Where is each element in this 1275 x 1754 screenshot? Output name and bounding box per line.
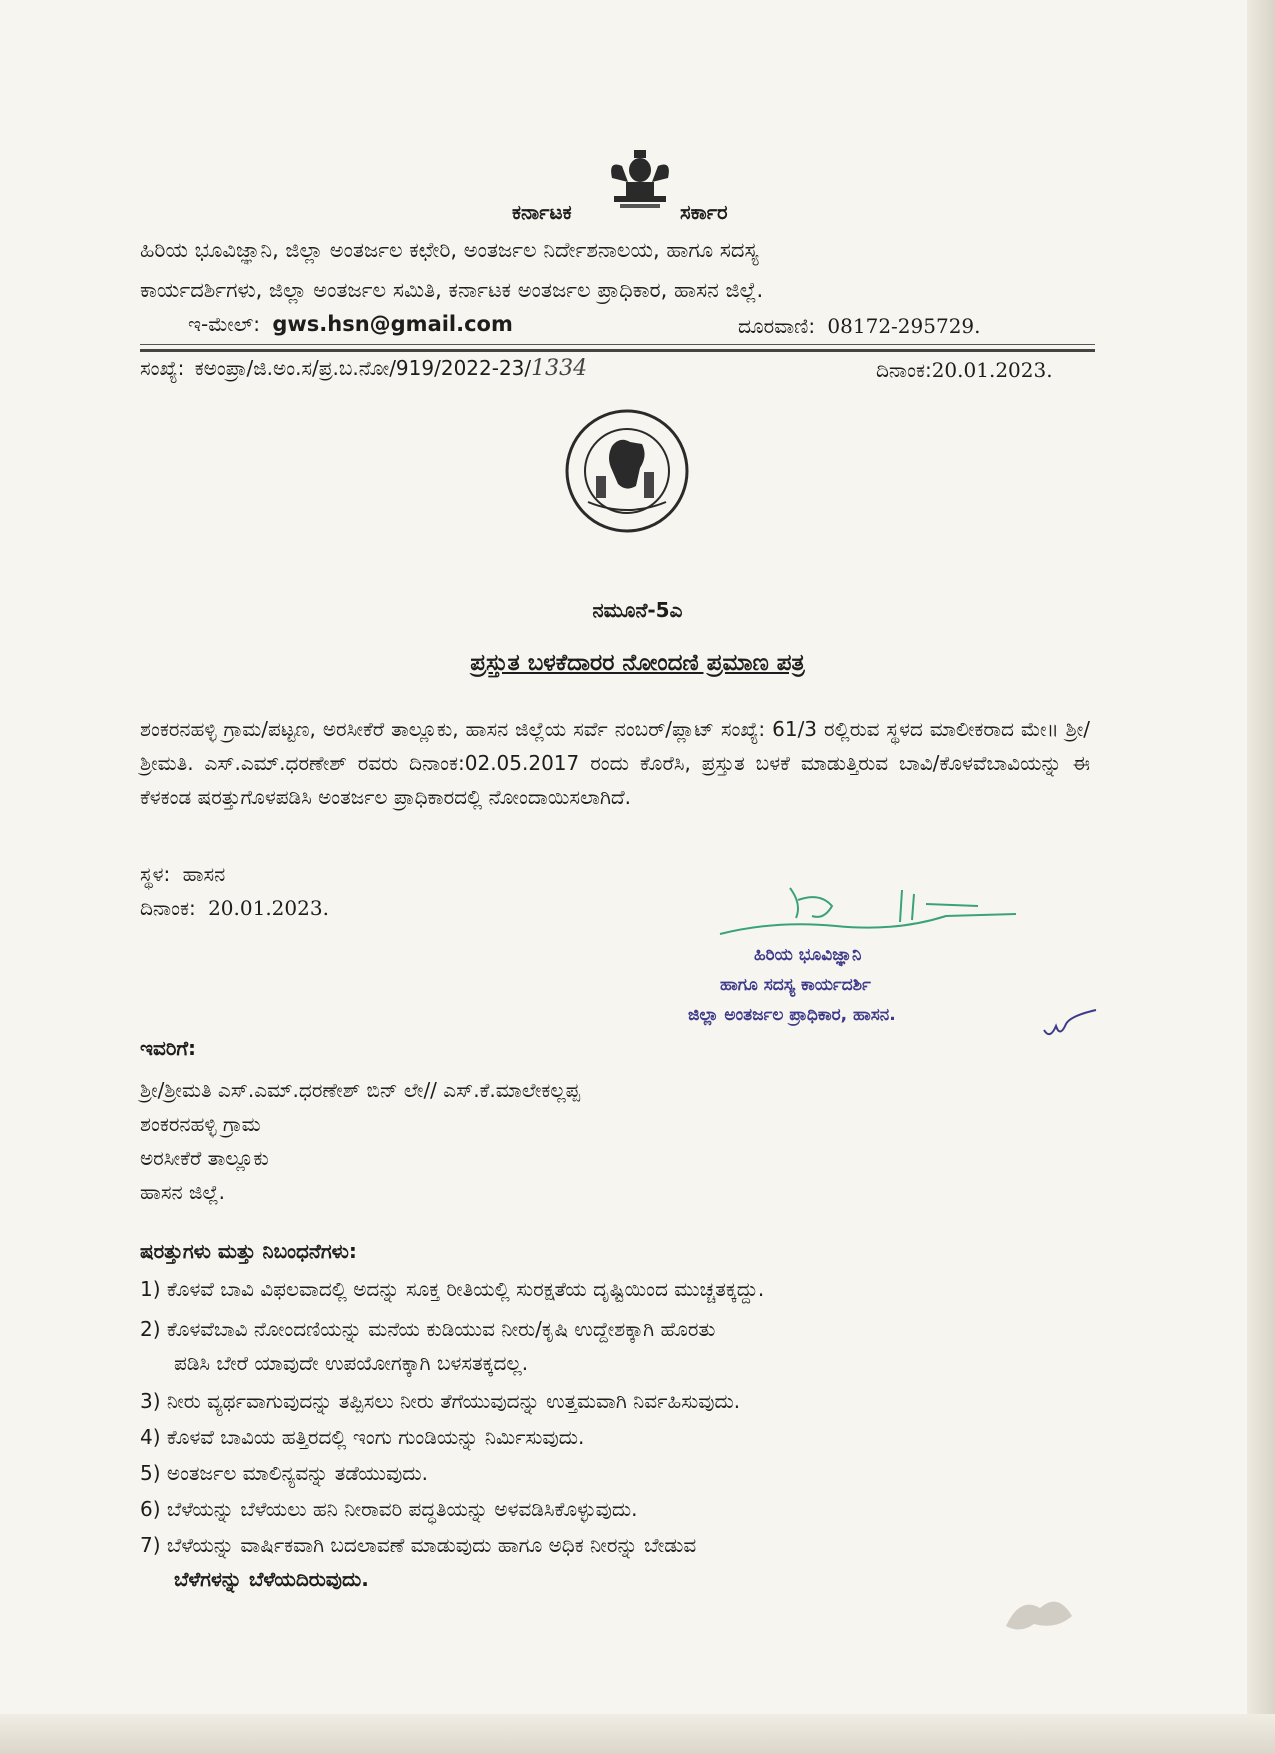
condition-item: 5) ಅಂತರ್ಜಲ ಮಾಲಿನ್ಯವನ್ನು ತಡೆಯುವುದು. bbox=[140, 1461, 428, 1485]
recipient-line: ಅರಸೀಕೆರೆ ತಾಲ್ಲೂಕು bbox=[140, 1146, 269, 1170]
gov-left: ಕರ್ನಾಟಕ bbox=[512, 200, 572, 224]
document-title: ಪ್ರಸ್ತುತ ಬಳಕೆದಾರರ ನೋಂದಣಿ ಪ್ರಮಾಣ ಪತ್ರ bbox=[470, 650, 805, 676]
email-row bbox=[188, 312, 513, 336]
recipient-label: ಇವರಿಗೆ: bbox=[140, 1036, 197, 1060]
phone-label: ದೂರವಾಣಿ: bbox=[738, 314, 816, 338]
reference-handwritten: 1334 bbox=[531, 356, 588, 381]
place-row bbox=[140, 858, 225, 891]
header-rule-thick bbox=[140, 349, 1095, 352]
signature-initial-icon bbox=[1040, 1006, 1100, 1042]
scan-edge-bottom bbox=[0, 1714, 1275, 1754]
signature-line-3: ಜಿಲ್ಲಾ ಅಂತರ್ಜಲ ಪ್ರಾಧಿಕಾರ, ಹಾಸನ. bbox=[688, 1005, 896, 1025]
condition-item: 1) ಕೊಳವೆ ಬಾವಿ ವಿಫಲವಾದಲ್ಲಿ ಅದನ್ನು ಸೂಕ್ತ ರೀತಿಯಲ್ಲಿ ಸುರಕ್ಷತೆಯ ದೃಷ್ಟಿಯಿಂದ ಮುಚ್ಚತಕ್ಕದ್ದು. bbox=[140, 1277, 765, 1301]
signature-line-2: ಹಾಗೂ ಸದಸ್ಯ ಕಾರ್ಯದರ್ಶಿ bbox=[720, 975, 871, 995]
place-label: ಸ್ಥಳ: bbox=[140, 862, 171, 886]
recipient-line: ಹಾಸನ ಜಿಲ್ಲೆ. bbox=[140, 1180, 225, 1204]
condition-item-continued: ಪಡಿಸಿ ಬೇರೆ ಯಾವುದೇ ಉಪಯೋಗಕ್ಕಾಗಿ ಬಳಸತಕ್ಕದಲ್ಲ. bbox=[174, 1351, 529, 1375]
phone-number: 08172-295729. bbox=[827, 314, 981, 338]
reference-label: ಸಂಖ್ಯೆ: bbox=[140, 356, 185, 380]
condition-item-continued: ಬೆಳೆಗಳನ್ನು ಬೆಳೆಯದಿರುವುದು. bbox=[174, 1567, 369, 1591]
scan-edge-right bbox=[1247, 0, 1275, 1754]
signature-line-1: ಹಿರಿಯ ಭೂವಿಜ್ಞಾನಿ bbox=[754, 945, 862, 965]
header-rule-thin bbox=[140, 344, 1095, 345]
email-address: gws.hsn@gmail.com bbox=[272, 312, 513, 336]
office-line-1: ಹಿರಿಯ ಭೂವಿಜ್ಞಾನಿ, ಜಿಲ್ಲಾ ಅಂತರ್ಜಲ ಕಛೇರಿ, ಅಂತರ್ಜಲ ನಿರ್ದೇಶನಾಲಯ, ಹಾಗೂ ಸದಸ್ಯ bbox=[140, 238, 759, 262]
condition-item: 7) ಬೆಳೆಯನ್ನು ವಾರ್ಷಿಕವಾಗಿ ಬದಲಾವಣೆ ಮಾಡುವುದು ಹಾಗೂ ಅಧಿಕ ನೀರನ್ನು ಬೇಡುವ bbox=[140, 1533, 697, 1557]
signature-scribble-icon bbox=[716, 880, 1026, 942]
condition-item: 3) ನೀರು ವ್ಯರ್ಥವಾಗುವುದನ್ನು ತಪ್ಪಿಸಲು ನೀರು ತೆಗೆಯುವುದನ್ನು ಉತ್ತಮವಾಗಿ ನಿರ್ವಹಿಸುವುದು. bbox=[140, 1389, 741, 1413]
form-number: ನಮೂನೆ-5ಎ bbox=[592, 598, 683, 622]
karnataka-emblem-icon bbox=[600, 148, 680, 210]
recipient-line: ಶ್ರೀ/ಶ್ರೀಮತಿ ಎಸ್.ಎಮ್.ಧರಣೇಶ್ ಬಿನ್ ಲೇ// ಎಸ್.ಕೆ.ಮಾಲೇಕಲ್ಲಪ್ಪ bbox=[140, 1078, 581, 1102]
scan-smudge-icon bbox=[1000, 1586, 1080, 1636]
reference-date-label: ದಿನಾಂಕ: bbox=[876, 358, 932, 382]
office-line-2: ಕಾರ್ಯದರ್ಶಿಗಳು, ಜಿಲ್ಲಾ ಅಂತರ್ಜಲ ಸಮಿತಿ, ಕರ್ನಾಟಕ ಅಂತರ್ಜಲ ಪ್ರಾಧಿಕಾರ, ಹಾಸನ ಜಿಲ್ಲೆ. bbox=[140, 278, 764, 302]
body-paragraph: ಶಂಕರನಹಳ್ಳಿ ಗ್ರಾಮ/ಪಟ್ಟಣ, ಅರಸೀಕೆರೆ ತಾಲ್ಲೂಕು, ಹಾಸನ ಜಿಲ್ಲೆಯ ಸರ್ವೆ ನಂಬರ್/ಪ್ಲಾಟ್ ಸಂಖ್ಯೆ: 61/3 ರಲ್ಲಿರುವ ಸ್ಥಳದ ಮಾಲೀಕರಾದ ಮೇ॥ ಶ್ರೀ/ಶ್ರೀಮತಿ. ಎಸ್.ಎಮ್.ಧರಣೇಶ್ ರವರು ದಿನಾಂಕ:02.05.2017 ರಂದು ಕೊರೆಸಿ, ಪ್ರಸ್ತುತ ಬಳಕೆ ಮಾಡುತ್ತಿರುವ ಬಾವಿ/ಕೊಳವೆಬಾವಿಯನ್ನು ಈ ಕೆಳಕಂಡ ಷರತ್ತುಗೊಳಪಡಿಸಿ ಅಂತರ್ಜಲ ಪ್ರಾಧಿಕಾರದಲ್ಲಿ ನೋಂದಾಯಿಸಲಾಗಿದೆ. bbox=[140, 717, 1090, 809]
reference-date-row bbox=[876, 358, 1053, 382]
condition-item: 4) ಕೊಳವೆ ಬಾವಿಯ ಹತ್ತಿರದಲ್ಲಿ ಇಂಗು ಗುಂಡಿಯನ್ನು ನಿರ್ಮಿಸುವುದು. bbox=[140, 1425, 585, 1449]
condition-item: 6) ಬೆಳೆಯನ್ನು ಬೆಳೆಯಲು ಹನಿ ನೀರಾವರಿ ಪದ್ಧತಿಯನ್ನು ಅಳವಡಿಸಿಕೊಳ್ಳುವುದು. bbox=[140, 1497, 638, 1521]
place-value: ಹಾಸನ bbox=[182, 862, 226, 886]
reference-date: 20.01.2023. bbox=[931, 358, 1053, 382]
issue-date-row bbox=[140, 892, 329, 925]
recipient-line: ಶಂಕರನಹಳ್ಳಿ ಗ್ರಾಮ bbox=[140, 1112, 261, 1136]
reference-number: ಕಅಂಪ್ರಾ/ಜಿ.ಅಂ.ಸ/ಪ್ರ.ಬ.ನೋ/919/2022-23/ bbox=[194, 356, 532, 380]
reference-row bbox=[140, 356, 587, 381]
phone-row bbox=[738, 314, 981, 338]
conditions-heading: ಷರತ್ತುಗಳು ಮತ್ತು ನಿಬಂಧನೆಗಳು: bbox=[140, 1239, 357, 1263]
email-label: ಇ-ಮೇಲ್: bbox=[188, 312, 260, 336]
issue-date-value: 20.01.2023. bbox=[208, 896, 329, 920]
issue-date-label: ದಿನಾಂಕ: bbox=[140, 896, 196, 920]
groundwater-authority-logo-icon bbox=[562, 406, 692, 536]
condition-item: 2) ಕೊಳವೆಬಾವಿ ನೋಂದಣಿಯನ್ನು ಮನೆಯ ಕುಡಿಯುವ ನೀರು/ಕೃಷಿ ಉದ್ದೇಶಕ್ಕಾಗಿ ಹೊರತು bbox=[140, 1317, 716, 1341]
gov-right: ಸರ್ಕಾರ bbox=[680, 200, 728, 224]
